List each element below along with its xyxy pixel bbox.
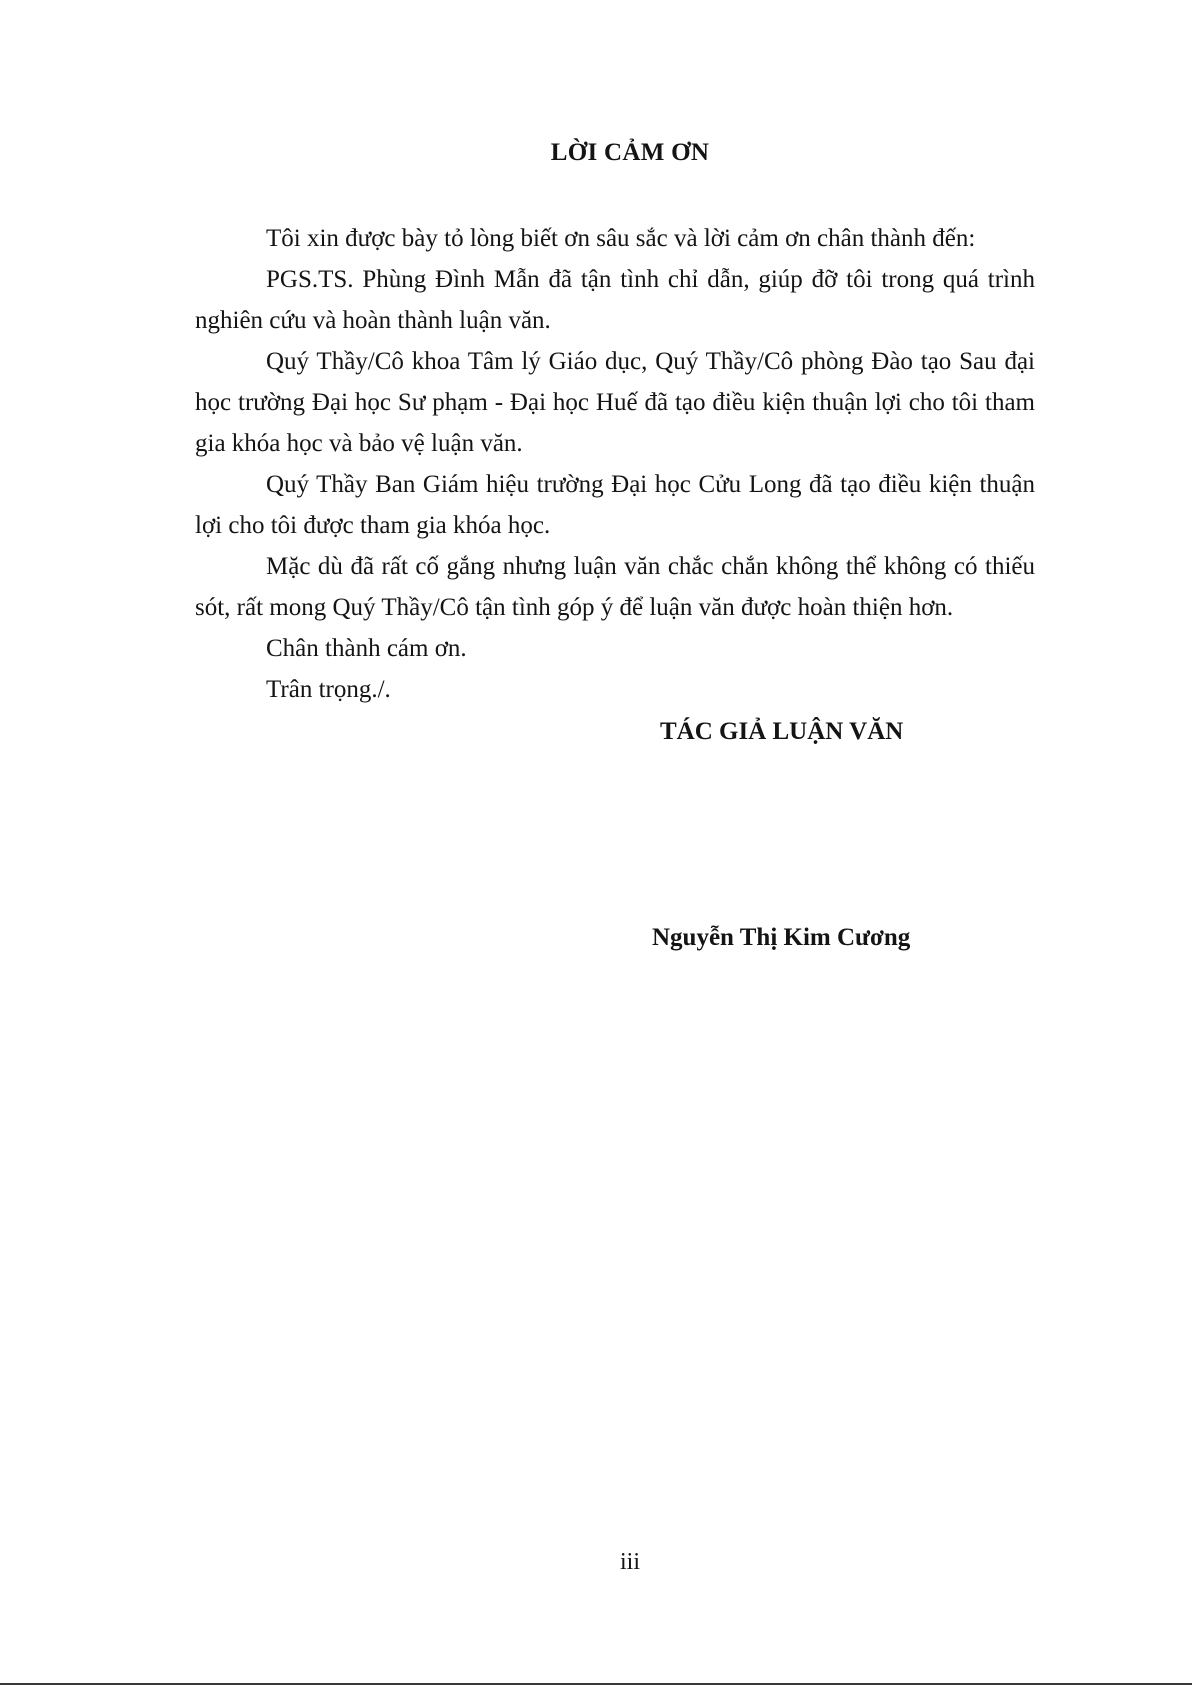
acknowledgement-body [195, 218, 1035, 710]
paragraph-thanks: Chân thành cám ơn. [266, 635, 467, 662]
signature-title: TÁC GIẢ LUẬN VĂN [660, 718, 904, 745]
page-title: LỜI CẢM ƠN [550, 139, 710, 166]
paragraph-feedback: Mặc dù đã rất cố gắng nhưng luận văn chắc chắn không thể không có thiếu sót, rất mong Quý Thầy/Cô tận tình góp ý để luận văn được hoàn thiện hơn. [195, 553, 1035, 621]
paragraph-board: Quý Thầy Ban Giám hiệu trường Đại học Cửu Long đã tạo điều kiện thuận lợi cho tôi được tham gia khóa học. [195, 471, 1035, 539]
paragraph-regards: Trân trọng./. [266, 676, 391, 703]
page-number: iii [619, 1549, 640, 1575]
paragraph-faculty: Quý Thầy/Cô khoa Tâm lý Giáo dục, Quý Thầy/Cô phòng Đào tạo Sau đại học trường Đại học Sư phạm - Đại học Huế đã tạo điều kiện thuận lợi cho tôi tham gia khóa học và bảo vệ luận văn. [195, 348, 1035, 457]
author-name: Nguyễn Thị Kim Cương [652, 924, 911, 951]
paragraph-intro: Tôi xin được bày tỏ lòng biết ơn sâu sắc và lời cảm ơn chân thành đến: [266, 225, 976, 252]
paragraph-advisor: PGS.TS. Phùng Đình Mẫn đã tận tình chỉ dẫn, giúp đỡ tôi trong quá trình nghiên cứu và hoàn thành luận văn. [195, 266, 1035, 334]
